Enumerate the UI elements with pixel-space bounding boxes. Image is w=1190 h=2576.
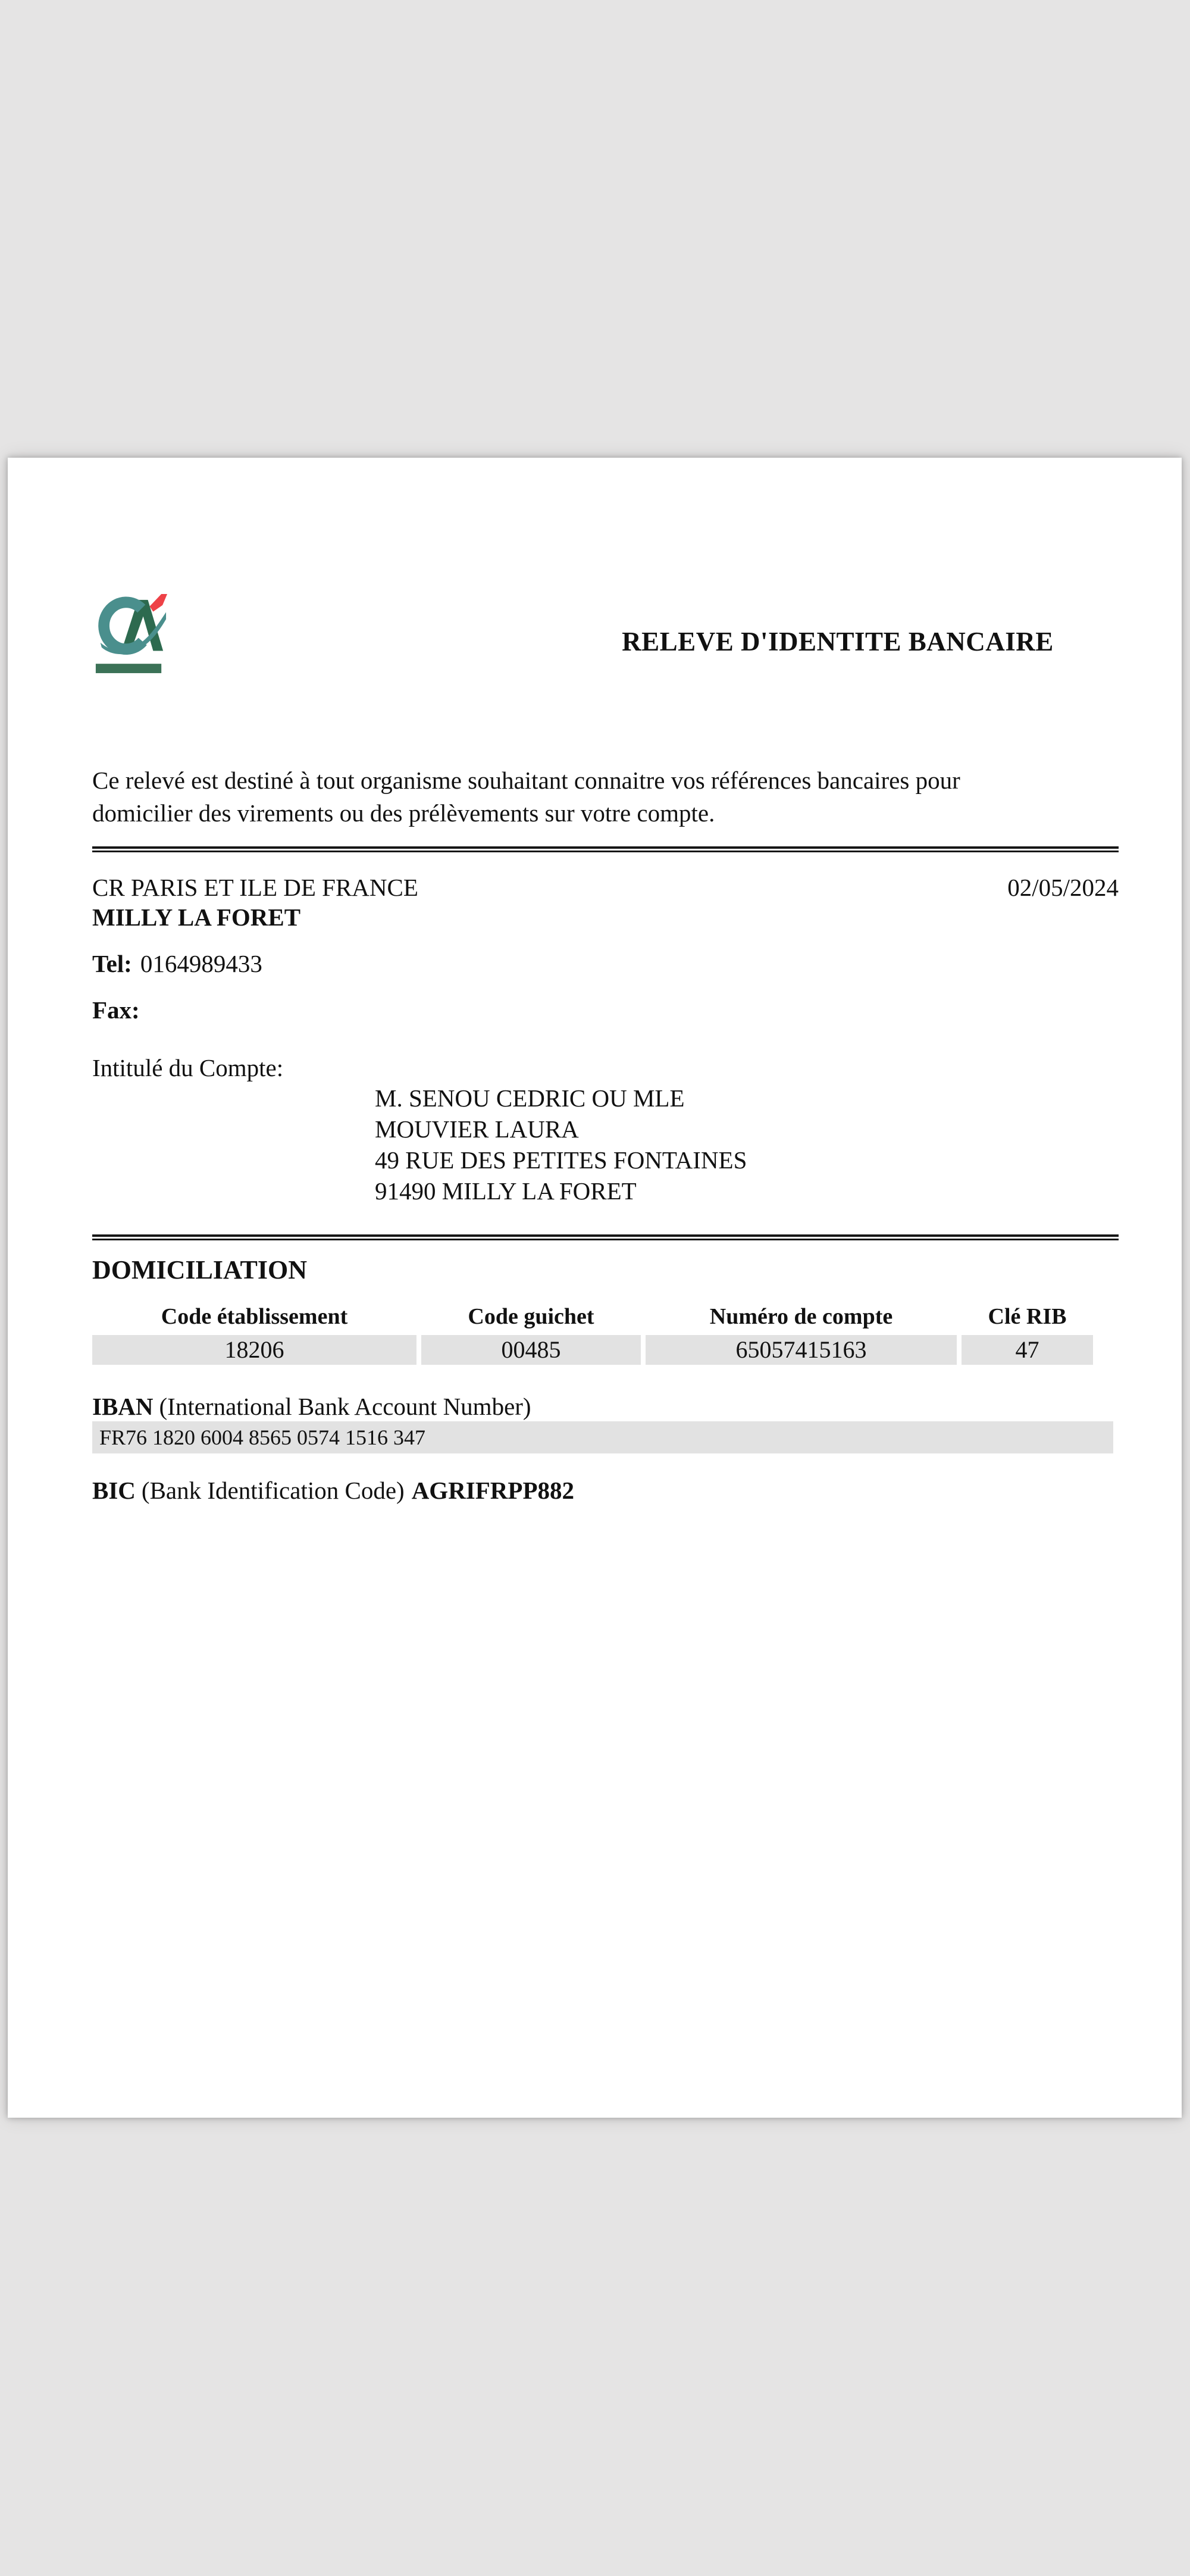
holder-line: 91490 MILLY LA FORET: [375, 1177, 637, 1205]
agency-row: [92, 873, 1119, 902]
bic-row: [92, 1475, 1119, 1505]
iban-label-row: [92, 1393, 1119, 1420]
intro-line-2: domicilier des virements ou des prélèvements sur votre compte.: [92, 799, 715, 827]
holder-line: MOUVIER LAURA: [375, 1115, 579, 1143]
title-container: [557, 592, 1119, 657]
agency-name: CR PARIS ET ILE DE FRANCE: [92, 874, 418, 901]
value-code-guichet: 00485: [421, 1335, 641, 1365]
intro-line-1: Ce relevé est destiné à tout organisme souhaitant connaitre vos références bancaires pour: [92, 767, 960, 794]
account-holder-label: Intitulé du Compte:: [92, 1054, 284, 1081]
iban-label: IBAN: [92, 1393, 154, 1420]
tel-row: [92, 949, 1119, 978]
column-header-code-etablissement: Code établissement: [161, 1304, 348, 1329]
page-title: RELEVE D'IDENTITE BANCAIRE: [622, 627, 1054, 656]
column-header-cle-rib: Clé RIB: [988, 1304, 1067, 1329]
agency-city: MILLY LA FORET: [92, 904, 301, 931]
holder-line: 49 RUE DES PETITES FONTAINES: [375, 1146, 747, 1174]
column-header-numero-de-compte: Numéro de compte: [709, 1304, 893, 1329]
iban-label-suffix: (International Bank Account Number): [159, 1393, 531, 1420]
credit-agricole-logo-icon: [92, 592, 168, 675]
divider-rule-top: [92, 846, 1119, 852]
rib-document-page: [8, 458, 1182, 2118]
bic-label-suffix: (Bank Identification Code): [141, 1477, 405, 1504]
rib-table: [92, 1303, 1093, 1365]
iban-value-box: FR76 1820 6004 8565 0574 1516 347: [92, 1421, 1113, 1453]
account-holder-block: [375, 1083, 1119, 1206]
holder-line: M. SENOU CEDRIC OU MLE: [375, 1084, 685, 1112]
bic-value: AGRIFRPP882: [411, 1477, 574, 1504]
intro-paragraph: [92, 764, 1119, 830]
bic-label: BIC: [92, 1477, 136, 1504]
fax-label: Fax:: [92, 996, 140, 1024]
value-numero-de-compte: 65057415163: [646, 1335, 957, 1365]
domiciliation-heading: DOMICILIATION: [92, 1255, 308, 1284]
document-date: 02/05/2024: [1007, 874, 1119, 901]
document-header: [92, 592, 1119, 675]
tel-value: 0164989433: [140, 950, 262, 977]
column-header-code-guichet: Code guichet: [468, 1304, 594, 1329]
value-cle-rib: 47: [962, 1335, 1093, 1365]
tel-label: Tel:: [92, 950, 132, 977]
divider-rule-domiciliation: [92, 1234, 1119, 1240]
value-code-etablissement: 18206: [92, 1335, 416, 1365]
fax-row: [92, 995, 1119, 1025]
